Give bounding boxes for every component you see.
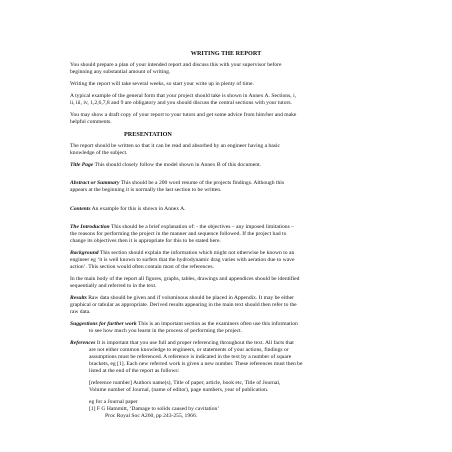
background-label: Background xyxy=(70,250,99,256)
contents-paragraph xyxy=(70,206,186,213)
reference-example-1: [1] F G Hammitt, ‘Damage to solids caused by cavitation’ xyxy=(89,406,220,412)
intro-line-4: A typical example of the general form that your project should take is shown in Annex A. Sections, i, xyxy=(70,93,297,99)
abstract-text-1: This should be a 200 word resume of the projects findings. Although this xyxy=(119,180,285,186)
suggestions-text-1: This is an important section as the examiners often use this information xyxy=(136,321,298,327)
results-label: Results xyxy=(70,295,87,301)
references-paragraph xyxy=(70,340,294,347)
presentation-heading: PRESENTATION xyxy=(124,131,172,138)
references-label: References xyxy=(70,340,96,346)
intro-line-2: beginning any substantial amount of writing. xyxy=(70,69,171,75)
intro-line-6: You may show a draft copy of your report to your tutors and get some advice from him/her and make xyxy=(70,112,297,118)
background-text-1: This section should explain the information which might not otherwise be known to an xyxy=(98,250,295,256)
contents-text: An example for this is shown in Annex A. xyxy=(90,206,186,212)
title-page-paragraph xyxy=(70,162,261,169)
title-page-text: This should closely follow the model shown in Annex B of this document. xyxy=(93,162,261,168)
background-paragraph xyxy=(70,250,294,257)
contents-label: Contents xyxy=(70,206,91,212)
suggestions-paragraph xyxy=(70,321,298,328)
suggestions-text-2: to see how much you learnt in the process of performing the project. xyxy=(89,328,243,334)
references-text-3: assumptions must be referenced. A reference is indicated in the text by a number of square xyxy=(89,354,292,360)
main-body-line-1: In the main body of the report all figures, graphs, tables, drawings and appendices should be identified xyxy=(70,276,300,282)
references-text-2: are not either common knowledge to engineers, or statements of your actions, findings or xyxy=(89,347,289,353)
introduction-text-2: the reasons for performing the project in the manner and sequence followed. If the project had to xyxy=(70,231,287,237)
abstract-text-2: appears at the beginning it is normally the last section to be written. xyxy=(70,187,222,193)
background-text-2: engineer eg ‘it is well known to surfers that the hydrodynamic drag varies with aeration due to wave xyxy=(70,257,295,263)
reference-format-1: [reference number] Authors name(s), Title of paper, article, book etc, Title of Journal, xyxy=(89,380,281,386)
intro-line-3: Writing the report will take several weeks, so start your write up in plenty of time. xyxy=(70,81,254,87)
results-text-3: raw data. xyxy=(70,309,91,315)
intro-line-1: You should prepare a plan of your intended report and discuss this with your supervisor before xyxy=(70,62,282,68)
references-text-5: listed at the end of the report as follows: xyxy=(89,368,180,374)
results-text-1: Raw data should be given and if voluminous should be placed in Appendix. It may be either xyxy=(86,295,295,301)
references-text-1: It is important that you use full and proper referencing throughout the text. All facts that xyxy=(95,340,294,346)
reference-example-2: Proc Royal Soc A260, pp 243-255, 1966. xyxy=(105,413,198,419)
reference-example-intro: eg for a Journal paper xyxy=(89,399,138,405)
suggestions-label: Suggestions for further work xyxy=(70,321,137,327)
presentation-line-2: knowledge of the subject. xyxy=(70,150,128,156)
reference-format-2: Volume number of Journal, (name of editor), page numbers, year of publication. xyxy=(89,387,269,393)
introduction-paragraph xyxy=(70,224,294,231)
intro-line-7: helpful comments. xyxy=(70,119,112,125)
introduction-text-3: change its objectives then it is appropriate for this to be stated here. xyxy=(70,238,221,244)
abstract-paragraph xyxy=(70,180,284,187)
intro-line-5: ii, iii, iv, 1,2,6,7,8 and 9 are obligatory and you should discuss the central sections with your tutors. xyxy=(70,100,292,106)
results-paragraph xyxy=(70,295,294,302)
document-title: WRITING THE REPORT xyxy=(190,50,262,57)
presentation-line-1: The report should be written so that it can be read and absorbed by an engineer having a basic xyxy=(70,143,281,149)
abstract-label: Abstract or Summary xyxy=(70,180,120,186)
title-page-label: Title Page xyxy=(70,162,94,168)
background-text-3: action’. This section would often contain most of the references. xyxy=(70,264,214,270)
introduction-label: The Introduction xyxy=(70,224,110,230)
introduction-text-1: This should be a brief explanation of: - the objectives – any imposed limitations – xyxy=(109,224,294,230)
references-text-4: brackets, eg [1]. Each new referred work is given a new number. These references must then be xyxy=(89,361,303,367)
results-text-2: graphical or tabular as appropriate. Derived results appearing in the main text should then refer to the xyxy=(70,302,297,308)
main-body-line-2: sequentially and referred to in the text. xyxy=(70,283,157,289)
